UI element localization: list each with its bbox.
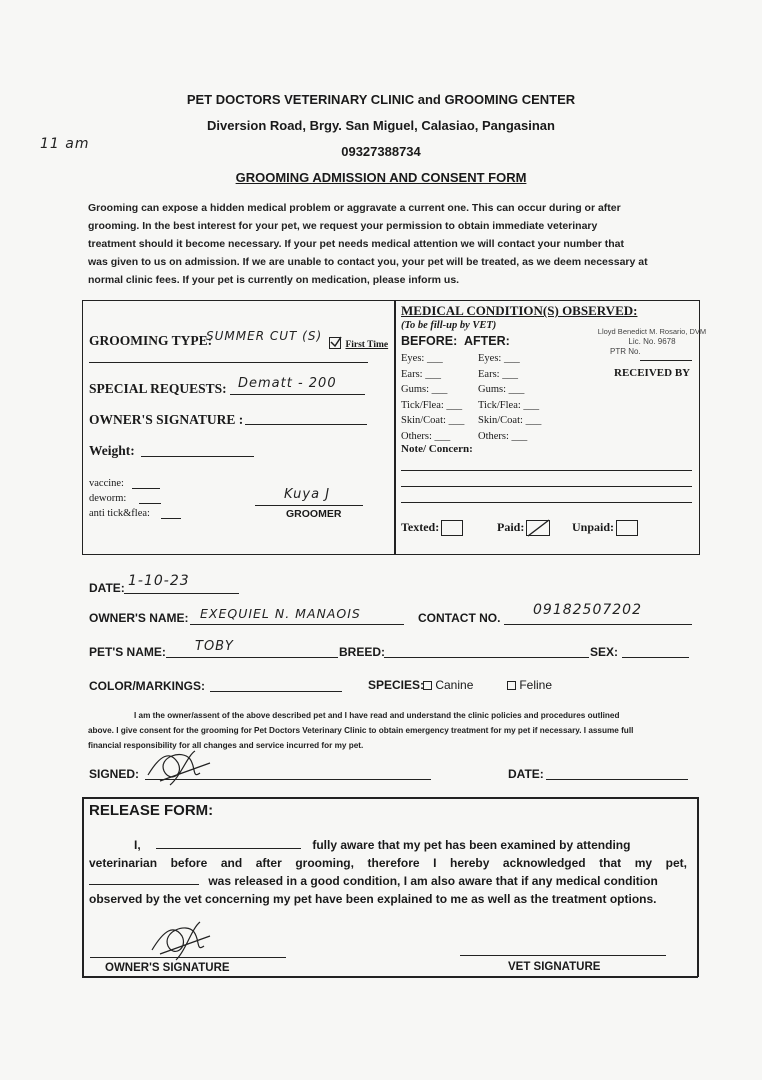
paid-label: Paid:: [497, 520, 525, 534]
before-item: Others: ___: [401, 430, 451, 442]
before-list: [401, 351, 464, 444]
stamp-lic: Lic. No. 9678: [628, 337, 676, 346]
special-requests-line: [230, 394, 365, 395]
groomer-value: Kuya J: [284, 487, 331, 502]
antitick-label: anti tick&flea:: [89, 508, 150, 519]
release-box-bottom: [82, 976, 698, 978]
after-item: Tick/Flea: ___: [478, 399, 540, 411]
unpaid-label: Unpaid:: [572, 520, 615, 534]
paid-checkbox[interactable]: [526, 520, 550, 536]
note-label: Note/ Concern:: [401, 443, 473, 455]
special-requests-label: SPECIAL REQUESTS:: [89, 381, 227, 396]
release-line-4: observed by the vet concerning my pet have been explained to me as well as the treatment options.: [89, 892, 657, 906]
release-line-1: I, fully aware that my pet has been examined by attending: [134, 838, 631, 852]
vet-sig-label: VET SIGNATURE: [508, 961, 601, 973]
intro-line: Grooming can expose a hidden medical problem or aggravate a current one. This can occur during or after: [88, 202, 621, 214]
groomer-label: GROOMER: [286, 508, 342, 520]
unpaid-field[interactable]: [572, 520, 638, 536]
check-icon: [527, 519, 551, 537]
color-label: COLOR/MARKINGS:: [89, 679, 205, 693]
release-line-3: was released in a good condition, I am also aware that if any medical condition: [89, 872, 687, 890]
after-item: Ears: ___: [478, 368, 518, 380]
release-line-2: veterinarian before and after grooming, therefore I hereby acknowledged that my pet,: [89, 856, 687, 870]
clinic-address: Diversion Road, Brgy. San Miguel, Calasiao, Pangasinan: [207, 118, 555, 133]
before-item: Tick/Flea: ___: [401, 399, 463, 411]
texted-label: Texted:: [401, 520, 440, 534]
grooming-type-line: [89, 362, 368, 363]
date-line: [124, 593, 239, 594]
signed-line[interactable]: [145, 779, 431, 780]
unpaid-checkbox[interactable]: [616, 520, 638, 536]
box-divider: [394, 301, 396, 554]
owner-sig-line[interactable]: [90, 957, 286, 958]
after-item: Others: ___: [478, 430, 528, 442]
received-by-label: RECEIVED BY: [614, 367, 691, 379]
contact-value[interactable]: 09182507202: [533, 602, 642, 618]
grooming-type-label: GROOMING TYPE:: [89, 333, 213, 348]
pet-name-label: PET'S NAME:: [89, 645, 166, 659]
before-item: Ears: ___: [401, 368, 441, 380]
release-name-line[interactable]: [156, 848, 301, 849]
release-title: RELEASE FORM:: [89, 802, 214, 819]
medical-subtitle: (To be fill-up by VET): [401, 320, 497, 331]
grooming-type-value[interactable]: SUMMER CUT (S): [206, 329, 323, 343]
date-value[interactable]: 1-10-23: [128, 573, 190, 589]
vet-stamp: [596, 327, 708, 357]
after-label: AFTER:: [464, 334, 510, 348]
signed-label: SIGNED:: [89, 767, 140, 781]
deworm-line[interactable]: [139, 503, 161, 504]
owner-signature-line[interactable]: [245, 424, 367, 425]
feline-checkbox[interactable]: [507, 681, 516, 690]
canine-checkbox[interactable]: [423, 681, 432, 690]
clinic-phone: 09327388734: [341, 144, 421, 159]
stamp-name: Lloyd Benedict M. Rosario, DVM: [597, 327, 707, 336]
texted-field[interactable]: [401, 520, 463, 536]
stamp-ptr-line: [640, 360, 692, 361]
clinic-name: PET DOCTORS VETERINARY CLINIC and GROOMING CENTER: [186, 92, 576, 107]
vet-sig-line[interactable]: [460, 955, 666, 956]
date2-line[interactable]: [546, 779, 688, 780]
release-box-right: [697, 797, 699, 977]
before-item: Eyes: ___: [401, 353, 443, 364]
weight-line[interactable]: [141, 456, 254, 457]
release-box-left: [82, 797, 84, 977]
first-time-label: First Time: [345, 340, 389, 350]
release-box-top: [82, 797, 698, 799]
date2-label: DATE:: [508, 767, 544, 781]
groomer-line: [255, 505, 363, 506]
owner-name-label: OWNER'S NAME:: [89, 611, 189, 625]
sex-label: SEX:: [590, 645, 619, 659]
antitick-line[interactable]: [161, 518, 181, 519]
intro-line: grooming. In the best interest for your pet, we request your permission to obtain immediate veterinary: [88, 220, 598, 232]
after-item: Eyes: ___: [478, 353, 520, 364]
consent-line: above. I give consent for the grooming for Pet Doctors Veterinary Clinic to obtain emergency treatment for my pet if necessary. I assume full: [88, 726, 634, 735]
pet-name-value[interactable]: TOBY: [195, 639, 234, 654]
contact-line: [504, 624, 692, 625]
date-label: DATE:: [89, 581, 125, 595]
after-item: Gums: ___: [478, 384, 525, 395]
paid-field[interactable]: [497, 520, 550, 536]
form-title: GROOMING ADMISSION AND CONSENT FORM: [235, 170, 527, 185]
owner-signature-scribble: [140, 745, 220, 790]
species-label: SPECIES:: [368, 678, 425, 692]
check-icon: [330, 336, 342, 348]
deworm-label: deworm:: [89, 493, 127, 504]
canine-option[interactable]: [423, 678, 473, 692]
note-line-2[interactable]: [401, 486, 692, 487]
pet-name-line: [166, 657, 338, 658]
release-text: [89, 836, 687, 908]
intro-paragraph: [88, 199, 694, 289]
consent-line: financial responsibility for all changes and service incurred for my pet.: [88, 741, 364, 750]
intro-line: normal clinic fees. If your pet is currently on medication, please inform us.: [88, 274, 460, 286]
first-time-checkbox[interactable]: [329, 334, 388, 352]
release-signature-scribble: [142, 916, 222, 966]
owner-signature-label: OWNER'S SIGNATURE :: [89, 412, 244, 427]
owner-sig-label: OWNER'S SIGNATURE: [105, 962, 230, 974]
feline-option[interactable]: [507, 678, 552, 692]
color-line[interactable]: [210, 691, 342, 692]
intro-line: was given to us on admission. If we are unable to contact you, your pet will be treated, as we deem necessary at: [88, 256, 648, 268]
vaccine-line[interactable]: [132, 488, 160, 489]
breed-line[interactable]: [384, 657, 589, 658]
owner-name-value[interactable]: EXEQUIEL N. MANAOIS: [200, 606, 361, 621]
before-label: BEFORE:: [401, 334, 458, 348]
intro-line: treatment should it become necessary. If your pet needs medical attention we will contact your number that: [88, 238, 625, 250]
vaccine-label: vaccine:: [89, 478, 124, 489]
feline-label: Feline: [519, 678, 553, 692]
canine-label: Canine: [435, 678, 474, 692]
owner-name-line: [190, 624, 404, 625]
sex-line[interactable]: [622, 657, 689, 658]
medical-title: MEDICAL CONDITION(S) OBSERVED:: [401, 303, 638, 318]
stamp-ptr: PTR No.: [610, 347, 641, 356]
breed-label: BREED:: [339, 645, 386, 659]
consent-line: I am the owner/assent of the above described pet and I have read and understand the clinic policies and procedures outlined: [134, 711, 620, 720]
weight-label: Weight:: [89, 443, 135, 458]
after-list: [478, 351, 541, 444]
release-pet-line[interactable]: [89, 884, 199, 885]
note-line-3[interactable]: [401, 502, 692, 503]
special-requests-value[interactable]: Dematt - 200: [238, 376, 337, 391]
texted-checkbox[interactable]: [441, 520, 463, 536]
before-item: Skin/Coat: ___: [401, 415, 465, 426]
contact-label: CONTACT NO.: [418, 611, 501, 625]
note-line-1[interactable]: [401, 470, 692, 471]
after-item: Skin/Coat: ___: [478, 415, 542, 426]
before-item: Gums: ___: [401, 384, 448, 395]
margin-note: 11 am: [40, 136, 90, 152]
first-time-check[interactable]: [329, 337, 341, 349]
